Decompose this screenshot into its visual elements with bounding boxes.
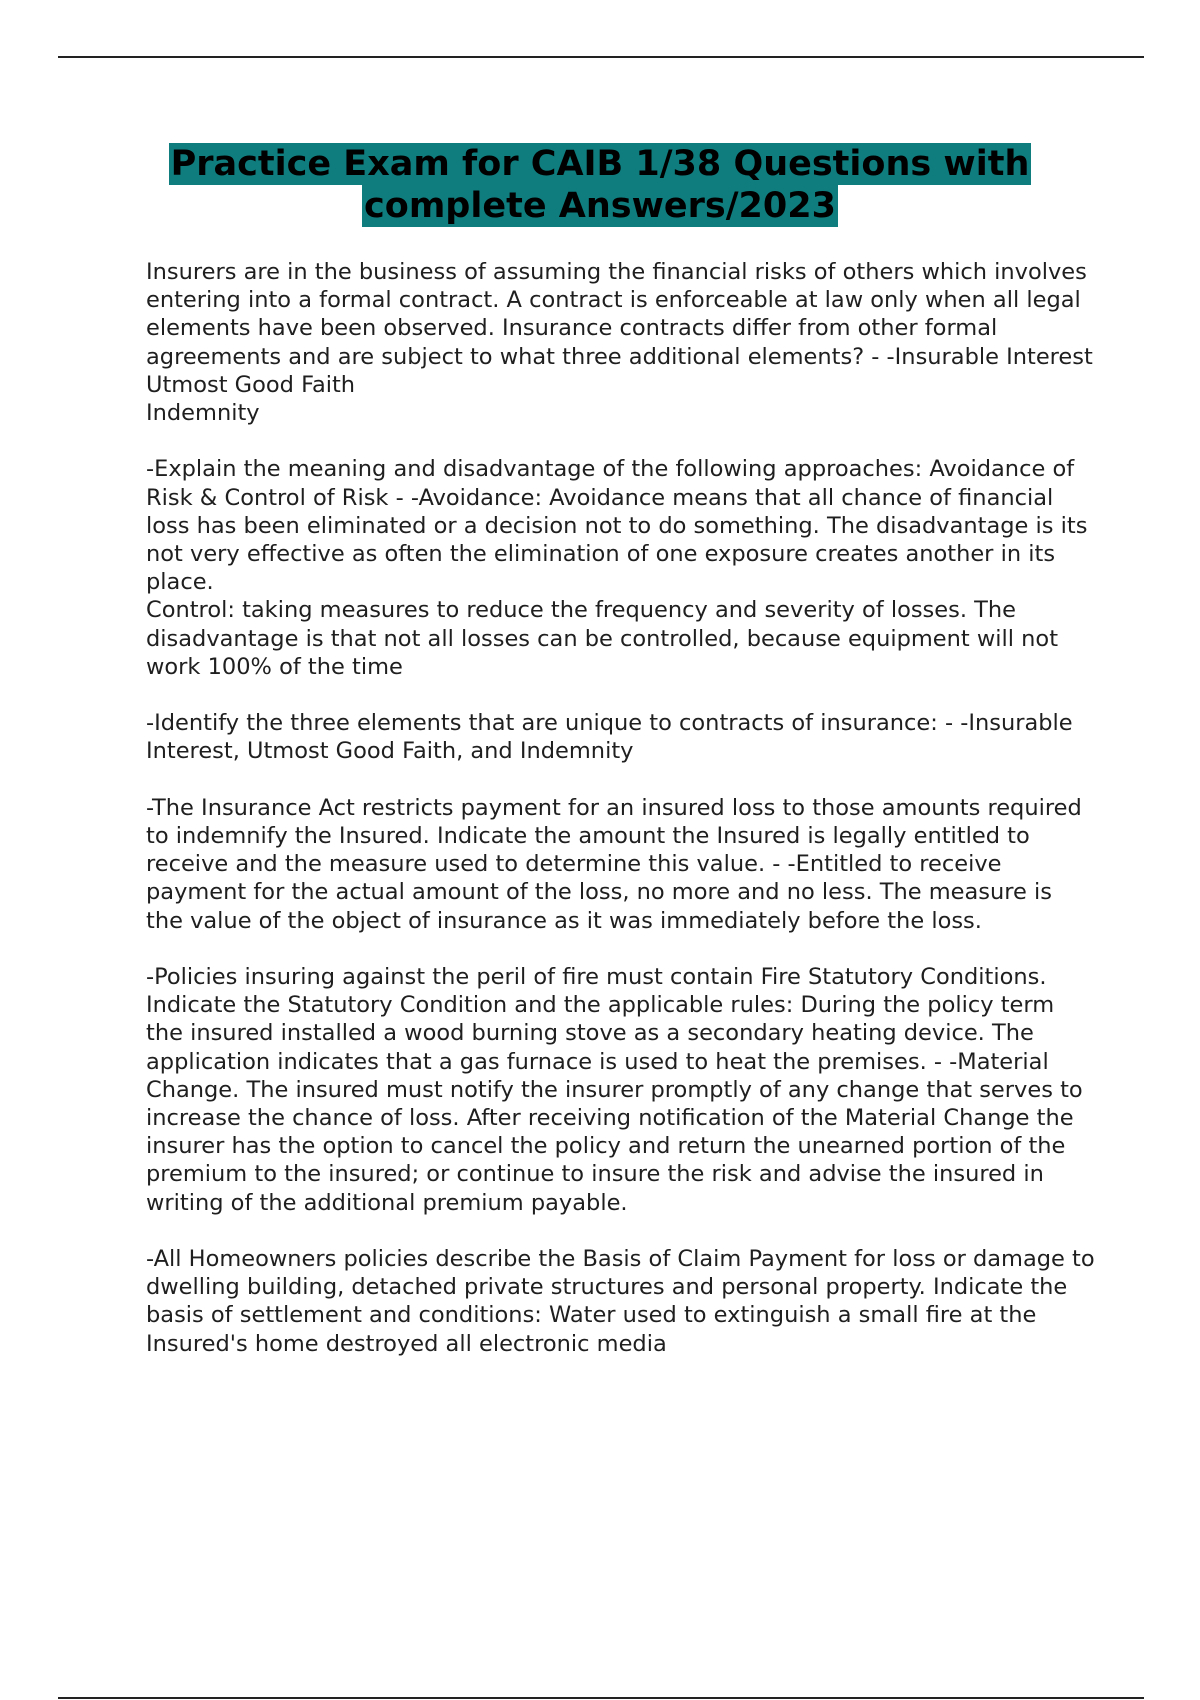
question-block-5: -Policies insuring against the peril of fire must contain Fire Statutory Conditions. Indicate the Statutory Condition and the applicable rules: During the policy term the insured installed a wood burning stove as a secondary heating device. The application indicates that a gas furnace is used to heat the premises. - -Material Change. The insured must notify the insurer promptly of any change that serves to increase the chance of loss. After receiving notification of the Material Change the insurer has the option to cancel the policy and return the unearned portion of the premium to the insured; or continue to insure the risk and advise the insured in writing of the additional premium payable. [146,964,1083,1216]
document-body [146,258,1096,1386]
question-block-1: Insurers are in the business of assuming the financial risks of others which involves entering into a formal contract. A contract is enforceable at law only when all legal elements have been observed. Insurance contracts differ from other formal agreements and are subject to what three additional elements? - -Insurable Interest Utmost Good Faith Indemnity [146,259,1093,427]
question-block-6: -All Homeowners policies describe the Basis of Claim Payment for loss or damage to dwelling building, detached private structures and personal property. Indicate the basis of settlement and conditions: Water used to extinguish a small fire at the Insured's home destroyed all electronic media [146,1246,1095,1357]
question-block-4: -The Insurance Act restricts payment for an insured loss to those amounts required to indemnify the Insured. Indicate the amount the Insured is legally entitled to receive and the measure used to determine this value. - -Entitled to receive payment for the actual amount of the loss, no more and no less. The measure is the value of the object of insurance as it was immediately before the loss. [146,794,1082,934]
title-line-2: complete Answers/2023 [364,186,836,226]
title-line-1: Practice Exam for CAIB 1/38 Questions with [170,144,1030,184]
bottom-divider [58,1697,1144,1699]
question-block-2: -Explain the meaning and disadvantage of the following approaches: Avoidance of Risk & Control of Risk - -Avoidance: Avoidance means that all chance of financial loss has been eliminated or a decision not to do something. The disadvantage is its not very effective as often the elimination of one exposure creates another in its place. Control: taking measures to reduce the frequency and severity of losses. The disadvantage is that not all losses can be controlled, because equipment will not work 100% of the time [146,456,1088,680]
question-block-3: -Identify the three elements that are unique to contracts of insurance: - -Insurable Interest, Utmost Good Faith, and Indemnity [146,710,1073,765]
top-divider [58,56,1144,58]
page-title [0,143,1200,227]
